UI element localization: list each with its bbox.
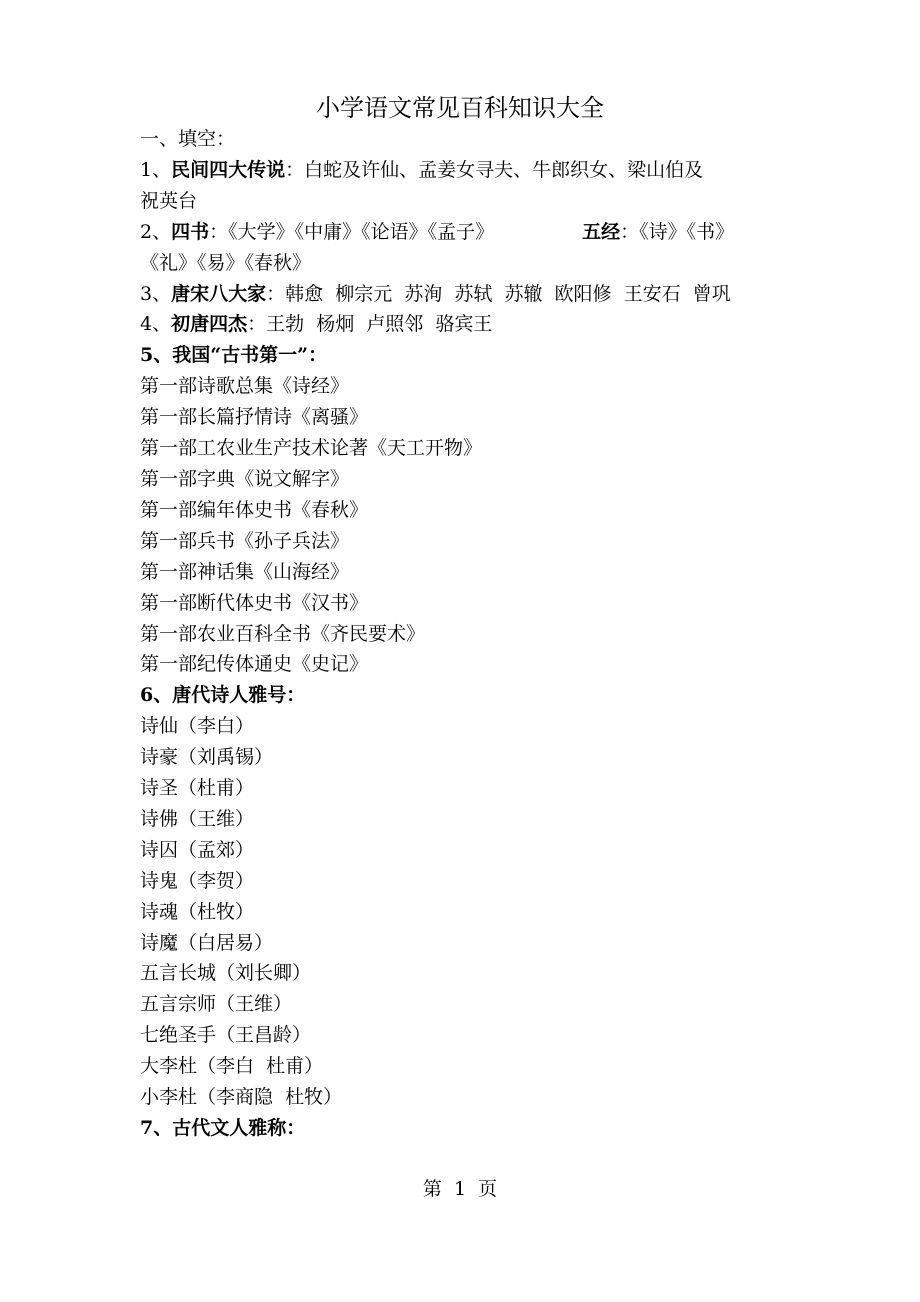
- list-item: 诗魂（杜牧）: [140, 900, 255, 923]
- list-item: 第一部神话集《山海经》: [140, 560, 350, 583]
- item-heading: 民间四大传说: [171, 158, 286, 181]
- list-item: 第一部诗歌总集《诗经》: [140, 375, 350, 398]
- item-2: [140, 217, 790, 248]
- item-text: 王勃 杨炯 卢照邻 骆宾王: [266, 313, 493, 336]
- list-item: 诗囚（孟郊）: [140, 838, 255, 861]
- item-heading: 初唐四杰: [171, 313, 248, 336]
- separator: ：: [266, 282, 286, 305]
- item-6-heading: [140, 680, 790, 711]
- item-heading: 6、唐代诗人雅号：: [140, 684, 306, 707]
- list-item: 第一部农业百科全书《齐民要术》: [140, 622, 426, 645]
- list-item: 小李杜（李商隐 杜牧）: [140, 1086, 343, 1109]
- document-title: 小学语文常见百科知识大全: [316, 94, 604, 122]
- list-item: 第一部兵书《孙子兵法》: [140, 529, 350, 552]
- ancient-books-list: [140, 371, 790, 680]
- item-text: 《大学》《中庸》《论语》《孟子》: [228, 220, 495, 243]
- list-item: 诗佛（王维）: [140, 807, 255, 830]
- item-2-continued: 《礼》《易》《春秋》: [140, 251, 312, 274]
- list-item: 大李杜（李白 杜甫）: [140, 1055, 324, 1078]
- poet-nicknames-list: [140, 711, 790, 1113]
- page-number: 第 1 页: [422, 1178, 498, 1200]
- item-heading: 5、我国“古书第一”：: [140, 344, 328, 367]
- item-heading: 唐宋八大家: [171, 282, 267, 305]
- list-item: 第一部长篇抒情诗《离骚》: [140, 406, 369, 429]
- item-heading-2: 五经: [582, 220, 621, 243]
- document-body: [140, 124, 790, 1144]
- separator: ：: [620, 220, 640, 243]
- item-number: 4、: [140, 313, 172, 336]
- item-text: 白蛇及许仙、孟姜女寻夫、牛郎织女、梁山伯及: [304, 158, 704, 181]
- separator: ：: [285, 158, 305, 181]
- separator: ：: [209, 220, 229, 243]
- separator: ：: [247, 313, 267, 336]
- item-4: [140, 309, 790, 340]
- item-1-continued: 祝英台: [140, 189, 198, 212]
- item-number: 1、: [140, 158, 172, 181]
- list-item: 第一部编年体史书《春秋》: [140, 498, 369, 521]
- item-number: 3、: [140, 282, 172, 305]
- item-7-heading: [140, 1113, 790, 1144]
- item-text-2: 《诗》《书》: [639, 220, 735, 243]
- list-item: 五言长城（刘长卿）: [140, 962, 312, 985]
- list-item: 诗魔（白居易）: [140, 931, 274, 954]
- list-item: 诗圣（杜甫）: [140, 777, 255, 800]
- list-item: 第一部字典《说文解字》: [140, 467, 350, 490]
- item-number: 2、: [140, 220, 172, 243]
- list-item: 第一部纪传体通史《史记》: [140, 653, 369, 676]
- item-1: [140, 155, 790, 186]
- list-item: 诗豪（刘禹锡）: [140, 746, 274, 769]
- list-item: 诗仙（李白）: [140, 715, 255, 738]
- item-text: 韩愈 柳宗元 苏洵 苏轼 苏辙 欧阳修 王安石 曾巩: [285, 282, 731, 305]
- item-5-heading: [140, 340, 790, 371]
- list-item: 诗鬼（李贺）: [140, 869, 255, 892]
- list-item: 第一部工农业生产技术论著《天工开物》: [140, 437, 483, 460]
- list-item: 第一部断代体史书《汉书》: [140, 591, 369, 614]
- item-heading: 7、古代文人雅称：: [140, 1117, 306, 1139]
- item-heading: 四书: [171, 220, 210, 243]
- list-item: 七绝圣手（王昌龄）: [140, 1024, 312, 1047]
- item-3: [140, 279, 790, 310]
- list-item: 五言宗师（王维）: [140, 993, 293, 1016]
- section-heading: 一、填空：: [140, 128, 236, 150]
